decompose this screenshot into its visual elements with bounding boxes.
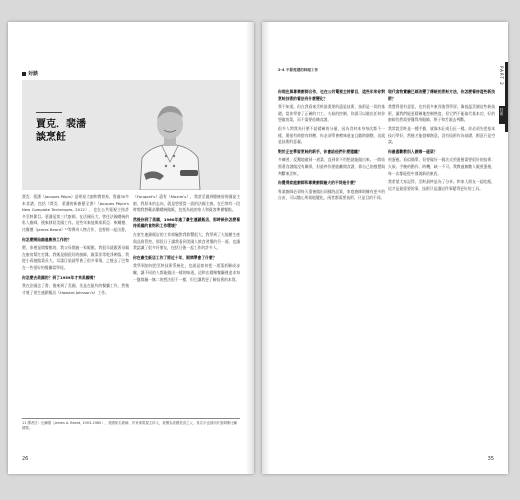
paragraph: 多練習，反覆地做同一道菜，直到你不用想就能做出來。一開始照著食譜做沒有關係，但最終你要能離開食譜，靠自己的感覺與判斷來烹飪。 xyxy=(278,157,385,176)
footnote: 11 譯者註：比爾德（James A. Beard, 1903–1985），美國知名廚師、作家與電視主持人，被譽為美國美食之父，其名字也被用於詹姆斯比爾德獎。 xyxy=(22,418,240,431)
interview-title xyxy=(36,118,86,144)
paragraph: 煎蛋捲。看似簡單，但要做好一個法式煎蛋捲需要很好的技術：火候、手腕的動作、時機，缺一不可。我教過無數人做煎蛋捲，每一次都能從中發現新的東西。 xyxy=(388,157,495,176)
chapter-tab xyxy=(499,62,508,132)
paragraph: 在豪生連鎖飯店的工作經驗對我影響很大，我學到了大規模生產與品質管控。那段日子讓我看到美國人飲食習慣的另一面，也讓我認識了很多好朋友，包括日後一起工作的許多人。 xyxy=(133,231,240,251)
paragraph: 我學到如何把烹飪技術系統化，也就是如何把一道菜拆解成步驟，讓不同的人都能做出一樣的味道。這和在精緻餐廳裡追求每一盤都獨一無二的想法很不一樣，但它讓我更了解技術的本質。 xyxy=(133,263,240,282)
tab-bar xyxy=(505,62,508,132)
tab-dark-block xyxy=(499,106,505,124)
question: 你最喜歡教別人做哪一道菜？ xyxy=(388,148,438,154)
paragraph: 我覺得很有意思，也有很多東西值得學習。像低溫烹調這些新技術，讓我們能更精確地控制熟度，但它們不能取代基本功，好的廚師仍然需要懂得用眼睛、鼻子和舌頭去判斷。 xyxy=(388,104,495,123)
question: 你怎麼開始踏進廚房工作的？ xyxy=(22,236,72,242)
question: 你覺得家庭廚師和專業廚師最大的不同是什麼？ xyxy=(278,180,358,186)
paragraph: 專業廚師必須每天重複做出同樣的品質，家庭廚師則擁有更多的自由，可以隨心所欲地變化。兩者都需要技術，只是目的不同。 xyxy=(278,188,385,201)
question: 你怎麼去美國的？到了1959年才來美國嗎？ xyxy=(22,274,98,280)
title-line-2: 談烹飪 xyxy=(36,132,66,143)
running-header: 2-4 不靠食譜的料理工作 xyxy=(278,68,319,72)
question: 你在豪生飯店工作了將近十年，期間學會了什麼？ xyxy=(133,254,217,260)
paragraph: 我常說烹飪是一種手藝，就像木匠或石匠一樣。你必須先把基本技巧學好，然後才能發揮創意。沒有技術作為基礎，創意只是空談。 xyxy=(388,125,495,145)
question: 現代食物實驗已經改變了傳統的烹飪方法，你怎麼看待這些新技術？ xyxy=(388,89,495,101)
paragraph: 我在法國念了書，後來到了美國，先是在紐約的餐廳工作，然後才進了豪生連鎖飯店（Howard Johnson's）工作。 xyxy=(22,283,129,295)
left-page xyxy=(8,22,254,474)
paragraph: 賈克．裴潘（Jacques Pépin）是明星大廚和教育家，寫過30多本食譜，包括《賈克．裴潘的新廚藝全書》（Jacques Pépin's New Complete Techniques, 2012），也在公共電視主持許多烹飪節目。裴潘是第三代廚師，在法國長大，曾任法國總統的私人廚師，後來移居美國工作。這些年來他與茱莉亞．柴爾德、比爾德（James Beard）¹¹等傳奇人物合作，也曾經一起出書。 xyxy=(22,194,130,232)
tab-text: PART 2 xyxy=(499,66,504,86)
left-column-2 xyxy=(133,194,240,285)
question: 對於正在學習烹飪的新手，你會給他們什麼建議？ xyxy=(278,148,362,154)
title-rule xyxy=(36,112,62,113)
page-number: 26 xyxy=(22,456,29,462)
right-page xyxy=(262,22,508,474)
hero-banner xyxy=(22,80,240,190)
paragraph: 我希望大家記得，烹飪最終是為了分享。和家人朋友一起吃飯，這才是最重要的事，技術只是讓這件事變得更好的工具。 xyxy=(388,179,495,191)
left-column-1 xyxy=(22,194,129,298)
question: 然後你到了美國，1960年進了豪生連鎖飯店，那時候你怎麼看待美國的食物和工作環境？ xyxy=(133,216,240,229)
section-label xyxy=(22,70,38,77)
question: 你現在與專業廚師合作，也在公共電視主持節目，這些年來你對烹飪技術的看法有什麼變化？ xyxy=(278,89,385,101)
tab-dark-text: 技術 xyxy=(500,108,504,116)
right-column-2 xyxy=(388,86,495,194)
page-gutter-shadow xyxy=(262,22,270,474)
right-column-1 xyxy=(278,86,385,204)
title-line-1: 賈克．裴潘 xyxy=(36,119,86,130)
page-gutter-shadow xyxy=(246,22,254,474)
paragraph: 很多人問我為什麼不給精確的分量，因為食材本身每次都不一樣，番茄有時甜有時酸，你必須學會嚐味道並且隨時調整，這就是技術的意義。 xyxy=(278,125,385,145)
paragraph: 我不知道。但在我看來烹飪最重要的還是技術，技術是一切的基礎。當你學會了正確的刀工、火候的控制，你就可以做出任何你想做的菜，而不需要依賴食譜。 xyxy=(278,104,385,123)
chef-portrait-photo xyxy=(120,88,220,190)
section-label-text: 対談 xyxy=(28,71,39,77)
square-bullet-icon xyxy=(22,72,26,76)
paragraph: （Fouquet's）還有（Maxim's），我甚至做到總統府的國宴主廚，我原本的志向，就是想要當一流的法國主廚。在巴黎有一段時間我替戴高樂總統做飯，包括為他的家人和賓客準備餐點。 xyxy=(133,194,240,213)
page-number: 35 xyxy=(487,456,494,462)
paragraph: 嗯，家裡是開餐館的，我父母開過一家飯館，我很早就跟著母親在廚房幫忙打雜。我媽是個很好的廚師，做菜非常乾淨俐落，我從小看她做菜長大，耳濡目染就學會了很多事情，之後去了巴黎在一些很好的餐廳當學徒。 xyxy=(22,245,129,270)
